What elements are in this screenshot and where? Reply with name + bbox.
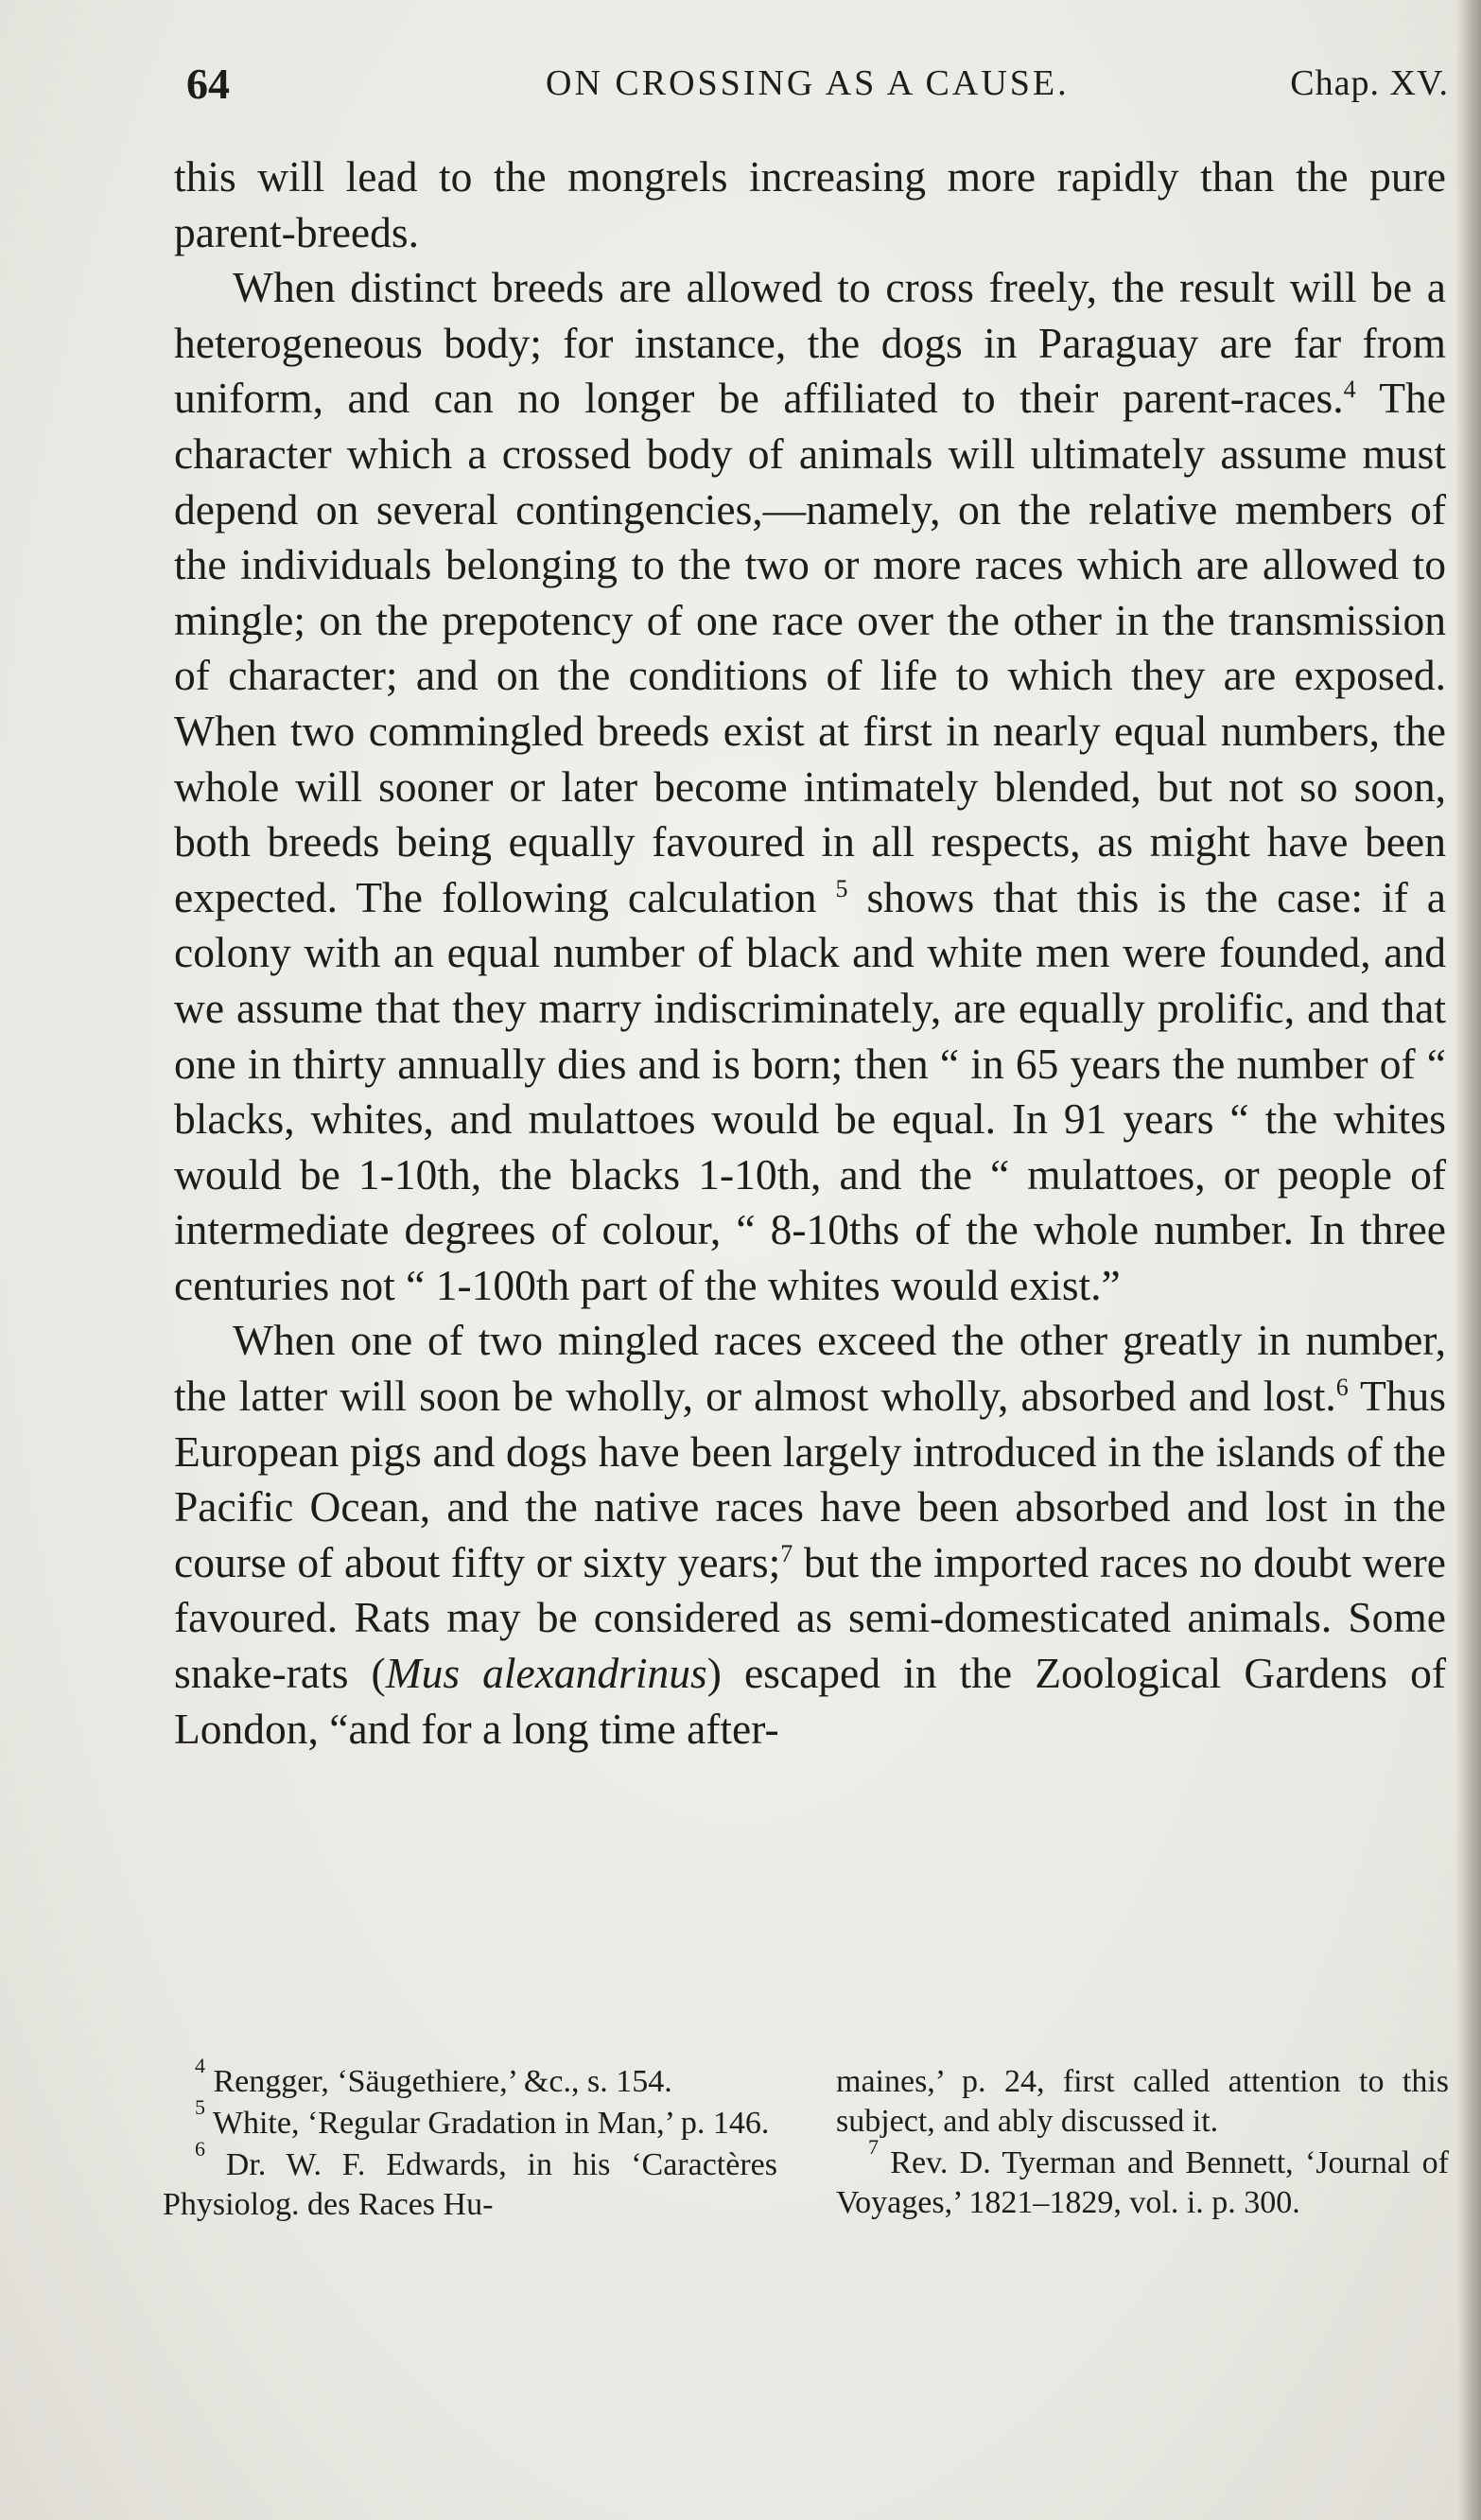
running-title: ON CROSSING AS A CAUSE. [546, 63, 1070, 103]
footnote-ref-5: 5 [835, 874, 848, 902]
footnote-text: White, ‘Regular Gradation in Man,’ p. 146. [212, 2106, 770, 2141]
footnote-ref-7: 7 [780, 1539, 793, 1567]
paragraph-2-text-a: When distinct breeds are allowed to cross freely, the result will be a heterogeneous body; for instance, the dogs in Paraguay are far from uniform, and can no longer be affiliated to their parent-races. [174, 263, 1446, 423]
footnote-text: Rev. D. Tyerman and Bennett, ‘Journal of Voyages,’ 1821–1829, vol. i. p. 300. [836, 2145, 1449, 2220]
footnote-5 [163, 2095, 777, 2144]
footnote-4 [163, 2054, 777, 2102]
footnote-ref-4: 4 [1343, 376, 1356, 404]
chapter-label: Chap. XV. [1290, 63, 1449, 103]
main-text [174, 149, 1446, 1757]
paragraph-2 [174, 260, 1446, 1313]
footnote-6-continued [836, 2062, 1449, 2142]
page-gutter-shadow [1456, 0, 1481, 2520]
page-number: 64 [186, 60, 230, 108]
footnotes-left-column [163, 2054, 777, 2227]
footnotes [163, 2054, 1449, 2327]
footnote-mark: 7 [868, 2135, 879, 2159]
footnote-mark: 6 [195, 2137, 205, 2161]
footnote-6 [163, 2137, 777, 2225]
paragraph-1-text: this will lead to the mongrels increasing more rapidly than the pure parent-breeds. [174, 152, 1446, 256]
footnote-text: maines,’ p. 24, first called attention to this subject, and ably discussed it. [836, 2064, 1449, 2139]
footnote-7 [836, 2135, 1449, 2223]
paragraph-2-text-c: shows that this is the case: if a colony with an equal number of black and white men were founded, and we assume that they marry indiscriminately, are equally prolific, and that one in thirty annually dies and is born; then “ in 65 years the number of “ blacks, whites, and mulattoes would be equal. In 91 years “ the whites would be 1-10th, the blacks 1-10th, and the “ mulattoes, or people of intermediate degrees of colour, “ 8-10ths of the whole number. In three centuries not “ 1-100th part of the whites would exist.” [174, 872, 1446, 1309]
footnote-ref-6: 6 [1335, 1373, 1349, 1401]
paragraph-3-text-d: ) escaped in the Zoological Gardens of London, “and for a long time after- [174, 1649, 1446, 1753]
paragraph-3-text-c: but the imported races no doubt were favoured. Rats may be considered as semi-domesticated animals. Some snake-rats ( [174, 1537, 1446, 1698]
paragraph-2-text-b: The character which a crossed body of animals will ultimately assume must depend on several contingencies,—namely, on the relative members of the individuals belonging to the two or more races which are allowed to mingle; on the prepotency of one race over the other in the transmission of character; and on the conditions of life to which they are exposed. When two commingled breeds exist at first in nearly equal numbers, the whole will sooner or later become intimately blended, but not so soon, both breeds being equally favoured in all respects, as might have been expected. The following calculation [174, 374, 1446, 921]
footnote-mark: 4 [195, 2054, 205, 2077]
paragraph-3-text-a: When one of two mingled races exceed the other greatly in number, the latter will soon be wholly, or almost wholly, absorbed and lost. [174, 1316, 1446, 1421]
footnotes-right-column [836, 2062, 1449, 2225]
footnote-text: Rengger, ‘Säugethiere,’ &c., s. 154. [213, 2064, 672, 2099]
footnote-mark: 5 [195, 2095, 205, 2119]
species-name: Mus alexandrinus [385, 1649, 707, 1698]
paragraph-3 [174, 1313, 1446, 1757]
running-header [186, 59, 1449, 115]
paragraph-3-text-b: Thus European pigs and dogs have been largely introduced in the islands of the Pacific Ocean, and the native races have been absorbed and lost in the course of about fifty or sixty years; [174, 1372, 1446, 1586]
footnote-text: Dr. W. F. Edwards, in his ‘Caractères Physiolog. des Races Hu- [163, 2147, 777, 2222]
paragraph-1 [174, 149, 1446, 260]
